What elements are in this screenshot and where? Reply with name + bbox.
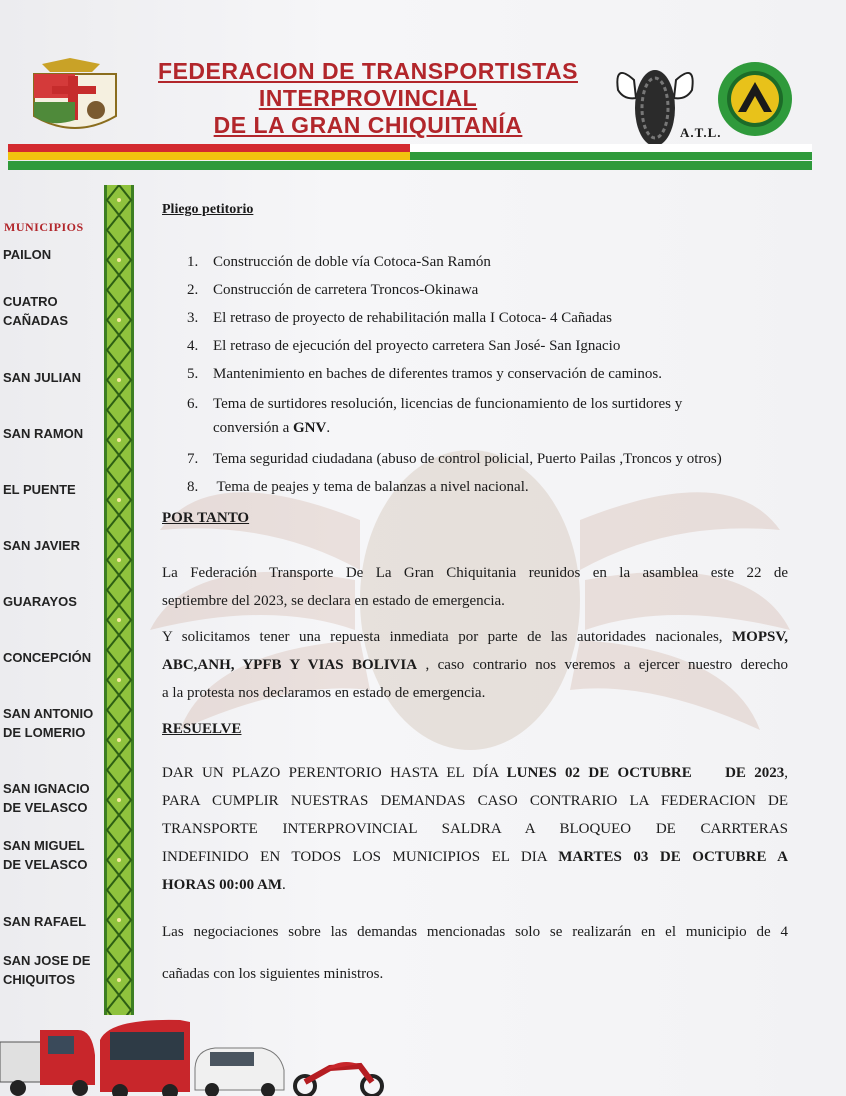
paragraph-line: PARA CUMPLIR NUESTRAS DEMANDAS CASO CONTRARIO LA FEDERACION DE — [162, 793, 788, 809]
paragraph-text: DAR UN PLAZO PERENTORIO HASTA EL DÍA — [162, 765, 507, 781]
decorative-vertical-band — [104, 185, 134, 1015]
list-item-text: . — [326, 420, 331, 436]
municipio-item: SAN ANTONIO DE LOMERIO — [3, 706, 94, 740]
paragraph-text: , — [784, 765, 788, 781]
list-item-text: conversión a — [213, 420, 293, 436]
list-item — [187, 445, 787, 473]
van-icon — [195, 1048, 284, 1096]
list-item-text: Tema de surtidores resolución, licencias de funcionamiento de los surtidores y — [213, 396, 683, 412]
list-item — [187, 304, 787, 332]
list-item-text: Tema de peajes y tema de balanzas a nivel nacional. — [213, 479, 529, 495]
paragraph-line: cañadas con los siguientes ministros. — [162, 966, 384, 982]
paragraph-line — [162, 759, 788, 787]
paragraph-assembly — [162, 559, 788, 615]
section-title-pliego: Pliego petitorio — [162, 202, 254, 217]
paragraph-negotiations — [162, 911, 788, 995]
section-title-resuelve: RESUELVE — [162, 721, 242, 737]
section-title-por-tanto: POR TANTO — [162, 510, 250, 526]
paragraph-line: Las negociaciones sobre las demandas mencionadas solo se realizarán en el municipio de 4 — [162, 924, 788, 940]
paragraph-bold-text: MOPSV, — [732, 629, 788, 645]
paragraph-line — [162, 843, 788, 871]
list-item-bold-text: GNV — [292, 420, 327, 436]
municipio-item: GUARAYOS — [3, 594, 77, 609]
flag-stripe-green — [8, 161, 812, 170]
federation-title — [118, 58, 618, 139]
municipio-item: SAN JOSE DE CHIQUITOS — [3, 953, 91, 987]
paragraph-line: septiembre del 2023, se declara en estado de emergencia. — [162, 593, 505, 609]
list-item — [187, 248, 787, 276]
list-item — [187, 332, 787, 360]
paragraph-line: La Federación Transporte De La Gran Chiquitania reunidos en la asamblea este 22 de — [162, 565, 788, 581]
list-item-text: Mantenimiento en baches de diferentes tramos y conservación de caminos. — [213, 366, 663, 382]
paragraph-request — [162, 623, 788, 707]
municipio-item: SAN JULIAN — [3, 370, 82, 385]
list-item-text: Construcción de doble vía Cotoca-San Ramón — [213, 254, 491, 270]
municipio-item: SAN RAMON — [3, 426, 84, 441]
truck-icon — [0, 1030, 95, 1096]
list-item-number: 7. — [187, 451, 199, 467]
municipio-item: SAN MIGUEL DE VELASCO — [3, 838, 88, 872]
list-item-number: 6. — [187, 396, 199, 412]
vehicles-illustration — [0, 1010, 400, 1096]
flag-stripe-yellow — [8, 152, 812, 160]
paragraph-line — [162, 651, 788, 679]
paragraph-line: TRANSPORTE INTERPROVINCIAL SALDRA A BLOQUEO DE CARRTERAS — [162, 821, 788, 837]
bus-icon — [100, 1020, 190, 1096]
list-item — [187, 473, 787, 501]
list-item-text: Construcción de carretera Troncos-Okinawa — [213, 282, 479, 298]
list-item-number: 2. — [187, 282, 199, 298]
list-item-text: Tema seguridad ciudadana (abuso de control policial, Puerto Pailas ,Troncos y otros) — [213, 451, 722, 467]
flag-stripe-red — [8, 144, 812, 152]
municipio-item: SAN RAFAEL — [3, 914, 87, 929]
paragraph-bold-text: LUNES 02 DE OCTUBRE DE 2023 — [506, 765, 785, 781]
list-item — [187, 276, 787, 304]
paragraph-text: . — [282, 877, 286, 893]
municipios-heading: MUNICIPIOS — [4, 220, 84, 234]
paragraph-text: INDEFINIDO EN TODOS LOS MUNICIPIOS EL DIA — [162, 849, 559, 865]
list-item-number: 5. — [187, 366, 199, 382]
list-item-number: 8. — [187, 479, 199, 495]
list-item-continuation — [213, 414, 813, 442]
list-item-text: El retraso de proyecto de rehabilitación malla I Cotoca- 4 Cañadas — [213, 310, 613, 326]
paragraph-bold-text: ABC,ANH, YPFB Y VIAS BOLIVIA — [162, 657, 418, 673]
list-item-number: 3. — [187, 310, 199, 326]
title-line-3: DE LA GRAN CHIQUITANÍA — [213, 112, 523, 138]
coat-of-arms-logo — [30, 58, 120, 136]
municipio-item: CUATRO CAÑADAS — [3, 294, 68, 328]
title-line-1: FEDERACION DE TRANSPORTISTAS — [158, 58, 578, 84]
paragraph-line: a la protesta nos declaramos en estado de emergencia. — [162, 685, 486, 701]
paragraph-line — [162, 877, 286, 893]
municipio-item: CONCEPCIÓN — [3, 650, 92, 665]
paragraph-bold-text: HORAS 00:00 AM — [162, 877, 282, 893]
list-item-text: El retraso de ejecución del proyecto carretera San José- San Ignacio — [213, 338, 621, 354]
paragraph-bold-text: MARTES 03 DE OCTUBRE A — [558, 849, 789, 865]
list-item — [187, 360, 787, 388]
municipio-item: PAILON — [3, 247, 52, 262]
paragraph-text: Y solicitamos tener una repuesta inmediata por parte de las autoridades nacionales, — [162, 629, 733, 645]
title-line-2: INTERPROVINCIAL — [258, 85, 478, 111]
paragraph-text: , caso contrario nos veremos a ejercer nuestro derecho — [417, 657, 788, 673]
municipio-item: EL PUENTE — [3, 482, 76, 497]
motorcycle-icon — [295, 1062, 382, 1096]
municipio-item: SAN IGNACIO DE VELASCO — [3, 781, 90, 815]
atl-label: A.T.L. — [680, 125, 722, 140]
list-item-number: 1. — [187, 254, 199, 270]
list-item-number: 4. — [187, 338, 199, 354]
paragraph-line — [162, 623, 788, 651]
green-circle-logo — [716, 60, 794, 138]
municipio-item: SAN JAVIER — [3, 538, 81, 553]
paragraph-resolution — [162, 759, 788, 899]
